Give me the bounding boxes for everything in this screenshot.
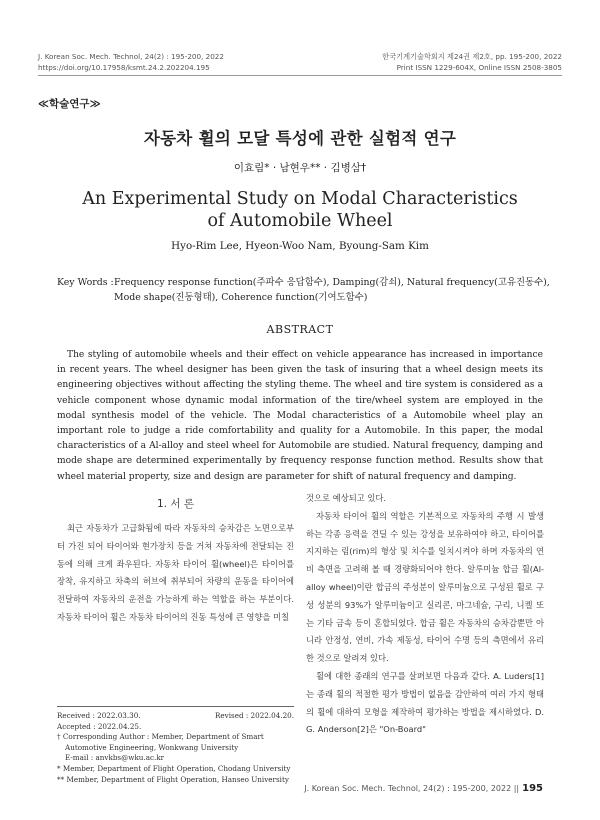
title-english-line2: of Automobile Wheel bbox=[207, 211, 393, 231]
corresponding-affiliation: Automotive Engineering, Wonkwang University bbox=[65, 742, 239, 752]
title-english-line1: An Experimental Study on Modal Characteristics bbox=[82, 189, 518, 209]
accepted-date: Accepted : 2022.04.25. bbox=[57, 721, 142, 731]
doi-link[interactable]: https://doi.org/10.17958/ksmt.24.2.202204.195 bbox=[38, 63, 210, 72]
section-heading-introduction: 1. 서 론 bbox=[157, 498, 194, 510]
right-paragraph-3: 휠에 대한 종래의 연구를 살펴보면 다음과 같다. A. Luders[1]는 종래 휠의 적절한 평가 방법이 없음을 감안하여 여러 가지 형태의 휠에 대하여 모형을 제작하여 평가하는 방법을 제시하였다. D. G. Anderson[2]은 "On-Board" bbox=[306, 670, 544, 735]
footnote-rule bbox=[57, 706, 294, 707]
title-english bbox=[0, 188, 600, 232]
journal-citation-korean: 한국기계기술학회지 제24권 제2호, pp. 195-200, 2022 bbox=[382, 52, 562, 61]
keywords-text: Frequency response function(주파수 응답함수), Damping(감쇠), Natural frequency(고유진동수), Mode shape(진동형태), Coherence function(기여도함수) bbox=[114, 277, 550, 303]
affiliation-1: * Member, Department of Flight Operation, Chodang University bbox=[57, 763, 291, 773]
intro-paragraph: 최근 자동차가 고급화됨에 따라 자동차의 승차감은 노면으로부터 가진 되어 타이어와 현가장치 등을 거쳐 자동차에 전달되는 진동에 의해 크게 좌우된다. 자동차 타이어 휠(wheel)은 타이어를 장착, 유지하고 차축의 허브에 취부되어 차량의 운동을 타이어에 전달하여 자동차의 운전을 가능하게 하는 역할을 하는 부분이다. 자동차 타이어 휠은 자동차 타이어의 진동 특성에 큰 영향을 미칠 bbox=[57, 523, 294, 622]
title-korean: 자동차 휠의 모달 특성에 관한 실험적 연구 bbox=[143, 129, 457, 148]
authors-korean: 이효림* · 남현우** · 김병삼† bbox=[233, 162, 367, 174]
keywords-label: Key Words : bbox=[57, 277, 114, 288]
right-paragraph-1: 것으로 예상되고 있다. bbox=[306, 493, 387, 503]
abstract-text: The styling of automobile wheels and their effect on vehicle appearance has increased in importance in recent years. The wheel designer has been given the task of insuring that a wheel design meets its engineering objectives without affecting the styling theme. The wheel and tire system is considered as a vehicle component whose dynamic modal information of the tire/wheel system are employed in the modal synthesis model of the vehicle. The Modal characteristics of a Automobile wheel play an important role to judge a ride comfortability and quality for a Automobile. In this paper, the modal characteristics of a Al-alloy and steel wheel for Automobile are studied. Natural frequency, damping and mode shape are determined experimentally by frequency response function method. Results show that wheel material property, size and design are parameter for shift of natural frequency and damping. bbox=[57, 350, 543, 482]
page-footer bbox=[304, 783, 543, 794]
page-number: 195 bbox=[522, 783, 543, 794]
footer-citation: J. Korean Soc. Mech. Technol, 24(2) : 195-200, 2022 || bbox=[304, 784, 520, 793]
article-category: ≪학술연구≫ bbox=[38, 98, 101, 110]
footnotes bbox=[57, 711, 294, 785]
intro-column-right bbox=[306, 490, 544, 739]
authors-english: Hyo-Rim Lee, Hyeon-Woo Nam, Byoung-Sam Kim bbox=[171, 240, 429, 252]
journal-citation: J. Korean Soc. Mech. Technol, 24(2) : 195-200, 2022 bbox=[38, 52, 224, 61]
dates-row bbox=[57, 711, 294, 722]
right-paragraph-2: 자동차 타이어 휠의 역할은 기본적으로 자동차의 주행 시 발생하는 각종 응력을 견딜 수 있는 강성을 보유하여야 하고, 타이어를 지지하는 림(rim)의 형상 및 치수를 일치시켜야 하며 자동차의 연비 측면을 고려해 볼 때 경량화되어야 한다. 알루미늄 합금 휠(Al-alloy wheel)이란 합금의 주성분이 알루미늄으로 구성된 휠로 구성 성분의 93%가 알루미늄이고 실리콘, 마그네슘, 구리, 니켈 또는 기타 금속 등이 혼합되었다. 합금 휠은 자동차의 승차감뿐만 아니라 안정성, 연비, 가속 제동성, 타이어 수명 등의 측면에서 유리한 것으로 알려져 있다. bbox=[306, 510, 544, 664]
author-email: E-mail : anvkbs@wku.ac.kr bbox=[65, 753, 165, 763]
issn: Print ISSN 1229-604X, Online ISSN 2508-3805 bbox=[396, 63, 562, 72]
revised-date: Revised : 2022.04.20. bbox=[215, 711, 294, 720]
keywords-block bbox=[57, 276, 557, 305]
abstract-heading: ABSTRACT bbox=[266, 323, 334, 336]
corresponding-author: † Corresponding Author : Member, Department of Smart bbox=[57, 732, 264, 742]
affiliation-2: ** Member, Department of Flight Operation, Hanseo University bbox=[57, 774, 289, 784]
header-rule bbox=[38, 75, 562, 76]
intro-column-left bbox=[57, 520, 294, 627]
received-date: Received : 2022.03.30. bbox=[57, 711, 141, 720]
